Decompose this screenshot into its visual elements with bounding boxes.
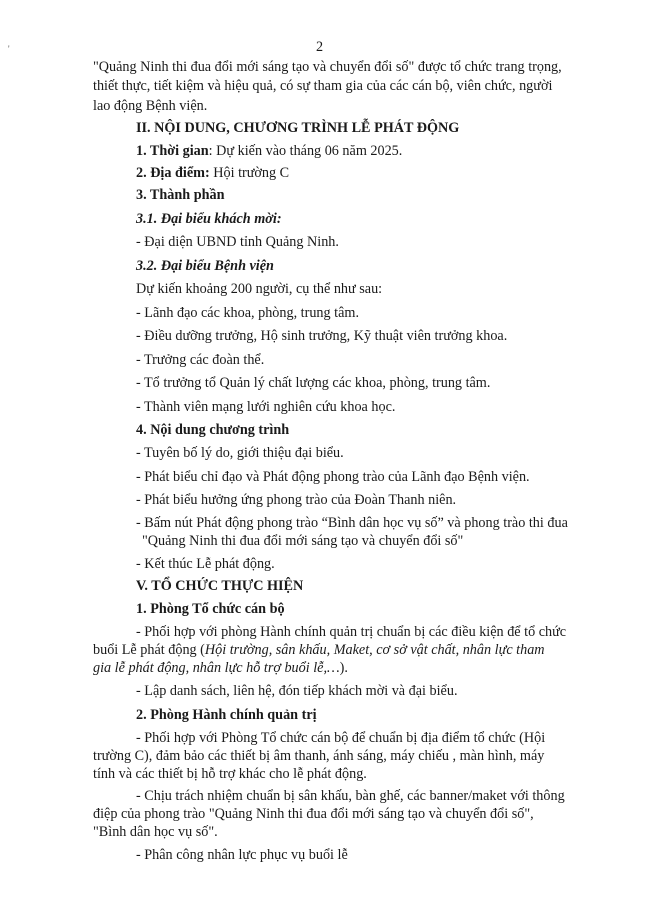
- paragraph-line: trường C), đảm bảo các thiết bị âm thanh, ánh sáng, máy chiếu , màn hình, máy: [93, 748, 545, 764]
- paragraph-line: - Chịu trách nhiệm chuẩn bị sân khấu, bàn ghế, các banner/maket với thông: [136, 788, 565, 804]
- section-heading: V. TỔ CHỨC THỰC HIỆN: [136, 578, 304, 594]
- list-item: - Thành viên mạng lưới nghiên cứu khoa học.: [136, 399, 396, 415]
- list-item: - Lãnh đạo các khoa, phòng, trung tâm.: [136, 305, 359, 321]
- page-number: 2: [316, 39, 324, 55]
- place-label: 2. Địa điểm:: [136, 165, 210, 181]
- scan-mark: ': [8, 44, 10, 54]
- hospital-intro: Dự kiến khoảng 200 người, cụ thể như sau:: [136, 281, 383, 297]
- paragraph-line: tính và các thiết bị hỗ trợ khác cho lễ phát động.: [93, 766, 367, 782]
- subsection-heading: 2. Phòng Hành chính quản trị: [136, 707, 317, 723]
- paragraph-text: ).: [339, 660, 348, 676]
- list-item: - Tổ trưởng tổ Quản lý chất lượng các khoa, phòng, trung tâm.: [136, 375, 491, 391]
- list-item: - Kết thúc Lễ phát động.: [136, 556, 275, 572]
- paragraph-text: buổi Lễ phát động (: [93, 642, 205, 658]
- time-value: : Dự kiến vào tháng 06 năm 2025.: [208, 143, 403, 159]
- paragraph-line: [93, 641, 545, 659]
- intro-line: thiết thực, tiết kiệm và hiệu quả, có sự tham gia của các cán bộ, viên chức, người: [93, 78, 553, 94]
- guests-heading: 3.1. Đại biểu khách mời:: [136, 211, 282, 227]
- list-item: - Phát biểu chỉ đạo và Phát động phong trào của Lãnh đạo Bệnh viện.: [136, 469, 530, 485]
- hospital-heading: 3.2. Đại biểu Bệnh viện: [136, 258, 274, 274]
- list-item: - Đại diện UBND tỉnh Quảng Ninh.: [136, 234, 339, 250]
- paragraph-line: - Phân công nhân lực phục vụ buổi lễ: [136, 847, 348, 863]
- list-item: - Tuyên bố lý do, giới thiệu đại biểu.: [136, 445, 344, 461]
- paragraph-line: - Phối hợp với phòng Hành chính quản trị chuẩn bị các điều kiện để tổ chức: [136, 624, 567, 640]
- paragraph-italic: Hội trường, sân khấu, Maket, cơ sở vật chất, nhân lực tham: [204, 642, 545, 658]
- list-item: - Phát biểu hưởng ứng phong trào của Đoàn Thanh niên.: [136, 492, 457, 508]
- intro-line: "Quảng Ninh thi đua đổi mới sáng tạo và chuyển đổi số" được tổ chức trang trọng,: [93, 59, 562, 75]
- list-item: - Trưởng các đoàn thể.: [136, 352, 265, 368]
- list-item: - Điều dưỡng trưởng, Hộ sinh trưởng, Kỹ thuật viên trưởng khoa.: [136, 328, 508, 344]
- place-line: [136, 164, 289, 182]
- paragraph-line: "Bình dân học vụ số".: [93, 824, 218, 840]
- paragraph-line: điệp của phong trào "Quảng Ninh thi đua đổi mới sáng tạo và chuyển đổi số",: [93, 806, 534, 822]
- time-line: [136, 142, 402, 160]
- list-item: - Bấm nút Phát động phong trào “Bình dân học vụ số” và phong trào thi đua: [136, 515, 568, 531]
- subsection-heading: 1. Phòng Tổ chức cán bộ: [136, 601, 285, 617]
- paragraph-line: - Lập danh sách, liên hệ, đón tiếp khách mời và đại biểu.: [136, 683, 458, 699]
- place-value: Hội trường C: [209, 165, 290, 181]
- members-heading: 3. Thành phần: [136, 187, 225, 203]
- paragraph-line: [93, 659, 348, 677]
- list-item-continuation: "Quảng Ninh thi đua đổi mới sáng tạo và chuyển đổi số": [142, 533, 464, 549]
- section-heading: II. NỘI DUNG, CHƯƠNG TRÌNH LỄ PHÁT ĐỘNG: [136, 120, 460, 136]
- paragraph-italic: gia lễ phát động, nhân lực hỗ trợ buổi lễ,…: [93, 660, 340, 676]
- program-heading: 4. Nội dung chương trình: [136, 422, 290, 438]
- paragraph-line: - Phối hợp với Phòng Tổ chức cán bộ để chuẩn bị địa điểm tổ chức (Hội: [136, 730, 546, 746]
- intro-line: lao động Bệnh viện.: [93, 98, 208, 114]
- time-label: 1. Thời gian: [136, 143, 209, 159]
